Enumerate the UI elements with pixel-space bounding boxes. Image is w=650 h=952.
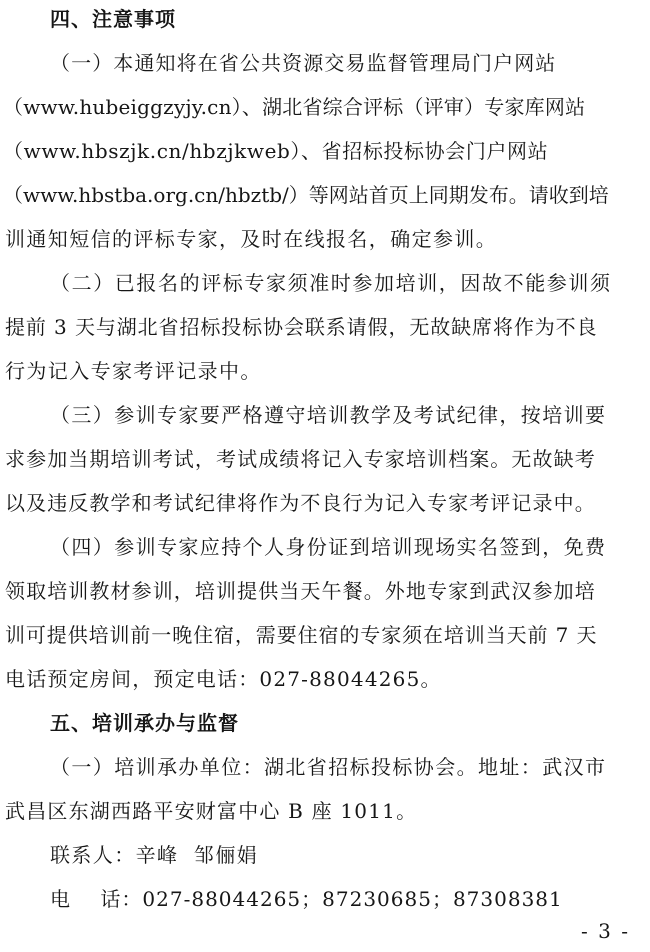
paragraph-line: （三）参训专家要严格遵守培训教学及考试纪律，按培训要 [50,403,607,427]
paragraph-line: 武昌区东湖西路平安财富中心 B 座 1011。 [5,799,418,823]
paragraph-line: （二）已报名的评标专家须准时参加培训，因故不能参训须 [50,271,612,295]
contact-persons: 联系人：辛峰 邹俪娟 [50,843,259,867]
paragraph-line: （一）本通知将在省公共资源交易监督管理局门户网站 [50,51,557,75]
paragraph-line: 提前 3 天与湖北省招标投标协会联系请假，无故缺席将作为不良 [5,315,598,339]
paragraph-line: 训通知短信的评标专家，及时在线报名，确定参训。 [5,227,498,251]
paragraph-line: 电话预定房间，预定电话：027-88044265。 [5,667,442,691]
section-four-heading: 四、注意事项 [50,7,176,31]
contact-phones: 电 话：027-88044265；87230685；87308381 [50,887,563,911]
paragraph-line: 以及违反教学和考试纪律将作为不良行为记入专家考评记录中。 [5,491,596,515]
paragraph-line: 训可提供培训前一晚住宿，需要住宿的专家须在培训当天前 7 天 [5,623,598,647]
paragraph-line: （www.hubeiggzyjy.cn）、湖北省综合评标（评审）专家库网站 [3,95,586,119]
paragraph-line: （www.hbszjk.cn/hbzjkweb）、省招标投标协会门户网站 [3,139,549,163]
paragraph-line: 行为记入专家考评记录中。 [5,359,262,383]
paragraph-line: （一）培训承办单位：湖北省招标投标协会。地址：武汉市 [50,755,607,779]
paragraph-line: （四）参训专家应持个人身份证到培训现场实名签到，免费 [50,535,607,559]
paragraph-line: （www.hbstba.org.cn/hbztb/）等网站首页上同期发布。请收到培 [3,183,609,207]
paragraph-line: 领取培训教材参训，培训提供当天午餐。外地专家到武汉参加培 [5,579,596,603]
page-number: - 3 - [581,919,630,943]
section-five-heading: 五、培训承办与监督 [50,711,239,735]
paragraph-line: 求参加当期培训考试，考试成绩将记入专家培训档案。无故缺考 [5,447,596,471]
